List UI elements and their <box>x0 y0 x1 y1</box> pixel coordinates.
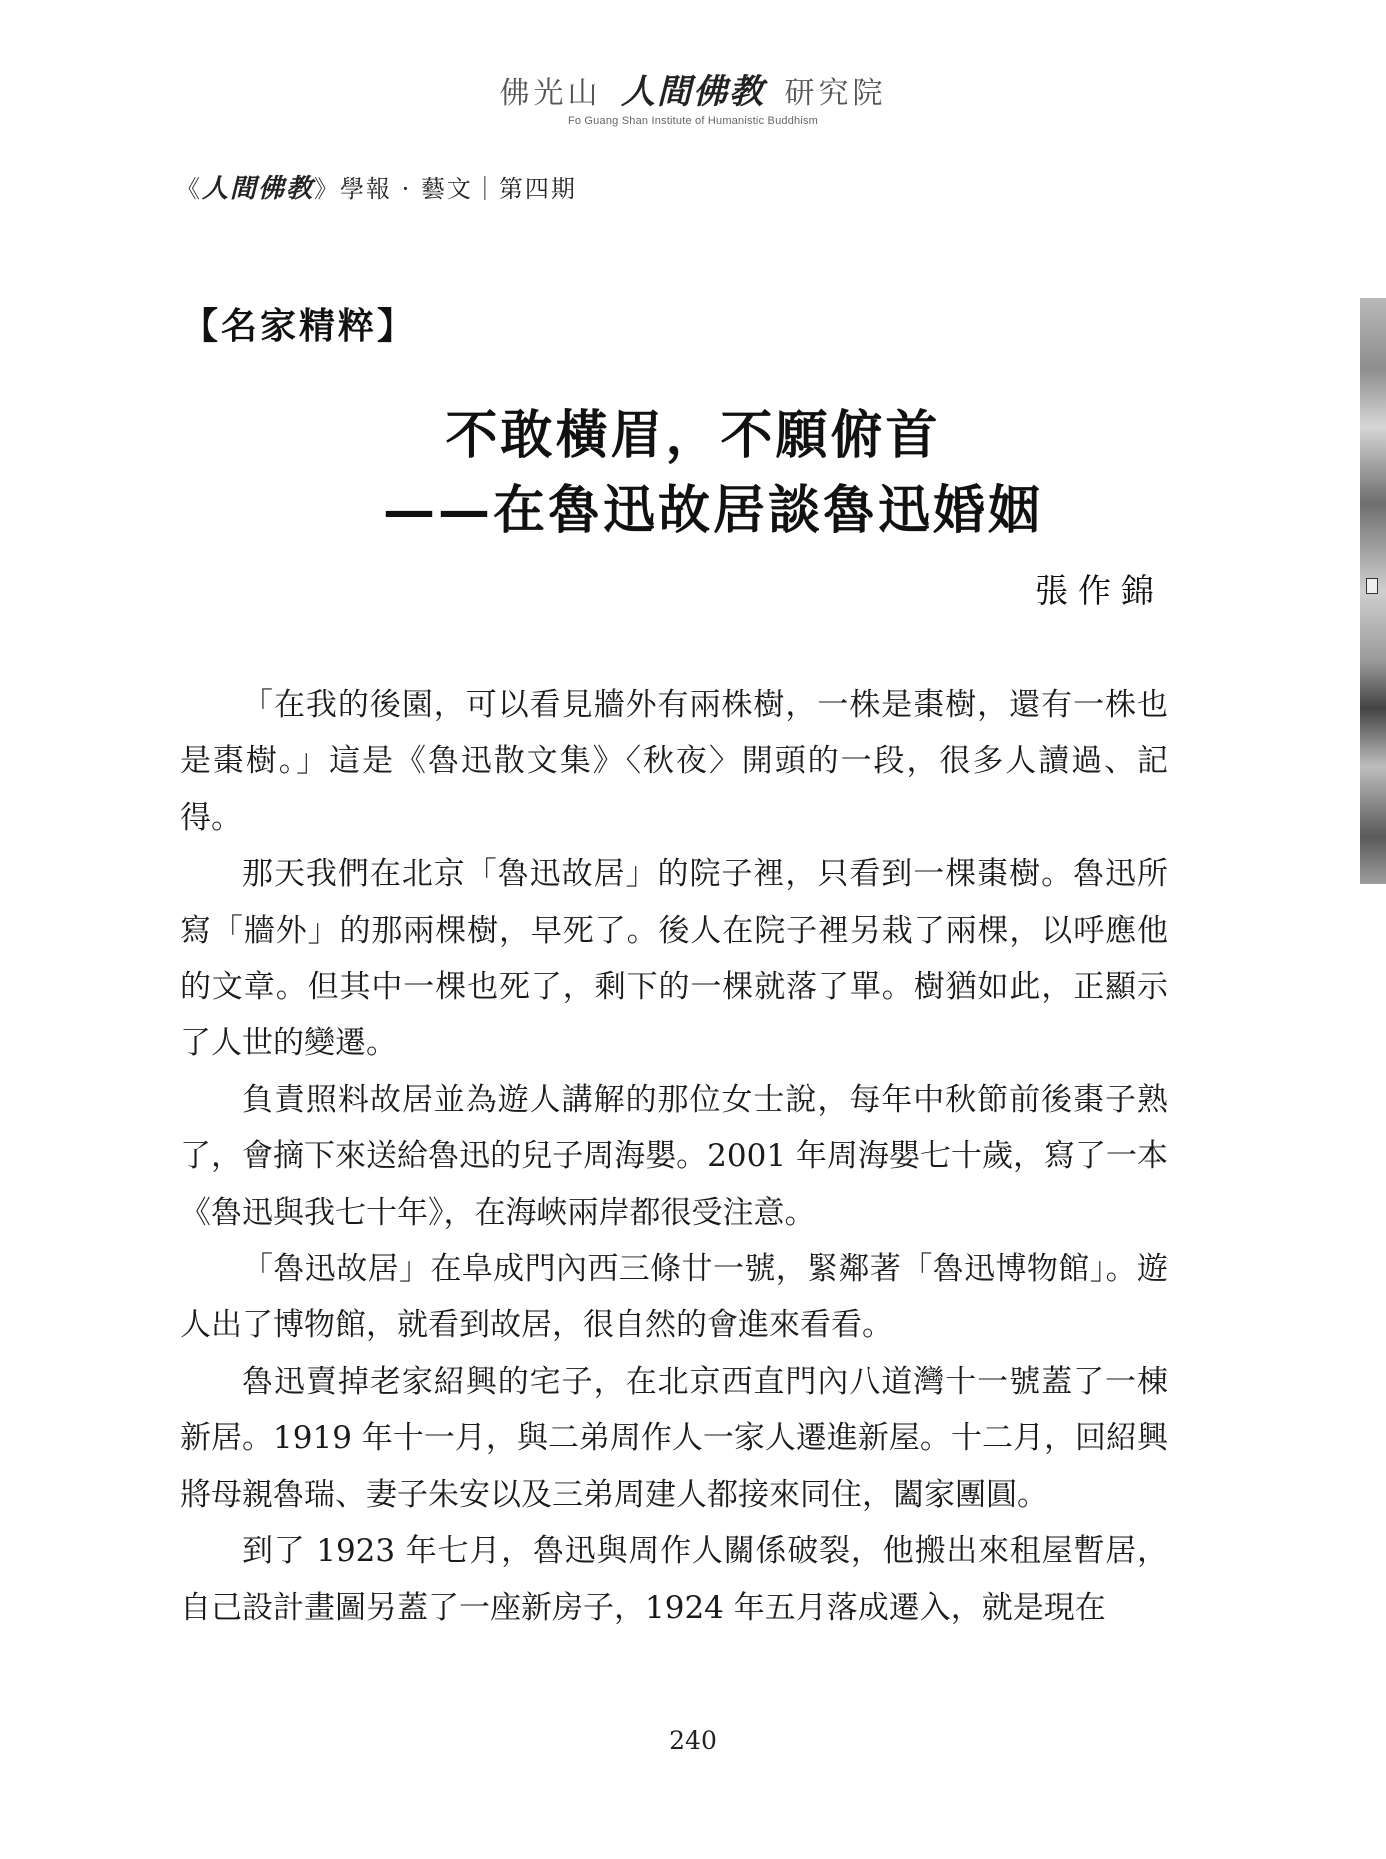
paragraph: 「在我的後園，可以看見牆外有兩株樹，一株是棗樹，還有一株也是棗樹。」這是《魯迅散文集》〈秋夜〉開頭的一段，很多人讀過、記得。 <box>180 687 1168 836</box>
paragraph: 那天我們在北京「魯迅故居」的院子裡，只看到一棵棗樹。魯迅所寫「牆外」的那兩棵樹，早死了。後人在院子裡另栽了兩棵，以呼應他的文章。但其中一棵也死了，剩下的一棵就落了單。樹猶如此，正顯示了人世的變遷。 <box>180 856 1168 1062</box>
institute-name <box>0 64 1386 113</box>
page-number: 240 <box>669 1726 717 1755</box>
journal-open-bracket: 《 <box>176 175 202 203</box>
article-subtitle: ——在魯迅故居談魯迅婚姻 <box>382 480 1043 541</box>
journal-running-header <box>176 168 577 205</box>
article-body <box>180 677 1168 1636</box>
institute-english-name: Fo Guang Shan Institute of Humanistic Buddhism <box>567 115 819 127</box>
paragraph: 「魯迅故居」在阜成門內西三條廿一號，緊鄰著「魯迅博物館」。遊人出了博物館，就看到故居，很自然的會進來看看。 <box>180 1251 1168 1344</box>
institute-suffix: 研究院 <box>784 76 887 111</box>
author-name: 張作錦 <box>1035 571 1164 610</box>
journal-name: 人間佛教 <box>202 174 315 204</box>
institute-prefix: 佛光山 <box>499 76 602 111</box>
paragraph: 負責照料故居並為遊人講解的那位女士說，每年中秋節前後棗子熟了，會摘下來送給魯迅的兒子周海嬰。2001 年周海嬰七十歲，寫了一本《魯迅與我七十年》，在海峽兩岸都很受注意。 <box>180 1081 1168 1231</box>
photo-detail <box>1366 578 1378 594</box>
journal-issue: 》學報 · 藝文｜第四期 <box>314 175 577 203</box>
facing-page-photo-edge <box>1360 298 1386 884</box>
institute-logo <box>0 64 1386 127</box>
institute-brand: 人間佛教 <box>621 72 765 112</box>
paragraph: 魯迅賣掉老家紹興的宅子，在北京西直門內八道灣十一號蓋了一棟新居。1919 年十一月，與二弟周作人一家人遷進新屋。十二月，回紹興將母親魯瑞、妻子朱安以及三弟周建人都接來同住，闔家團圓。 <box>180 1363 1168 1513</box>
section-label: 【名家精粹】 <box>182 305 417 347</box>
paragraph: 到了 1923 年七月，魯迅與周作人關係破裂，他搬出來租屋暫居，自己設計畫圖另蓋了一座新房子，1924 年五月落成遷入，就是現在 <box>180 1533 1168 1626</box>
article-title: 不敢橫眉，不願俯首 <box>445 405 941 466</box>
